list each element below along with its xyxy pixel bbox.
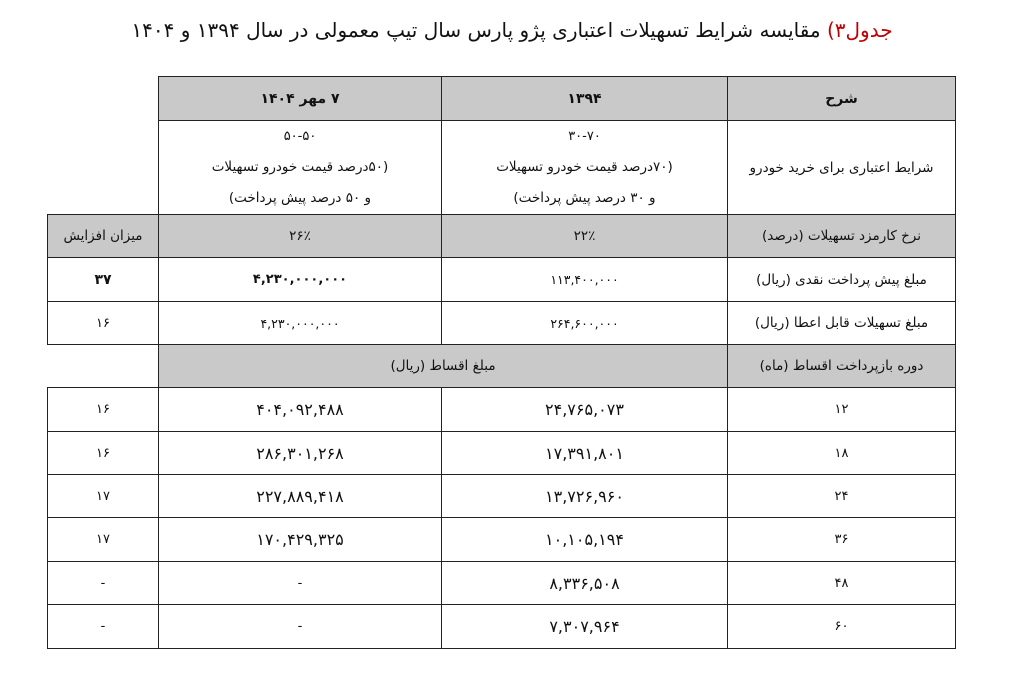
installment-amount-1394: ۸,۳۳۶,۵۰۸	[442, 562, 728, 605]
header-date-1404: ۷ مهر ۱۴۰۴	[159, 77, 442, 121]
installments-header-row	[48, 345, 956, 388]
credit-description-line-2-1394: و ۳۰ درصد پیش پرداخت)	[513, 190, 656, 206]
installment-amount-1404: ۲۸۶,۳۰۱,۲۶۸	[159, 432, 442, 475]
cash-prepayment-1394: ۱۱۳,۴۰۰,۰۰۰	[442, 258, 728, 302]
fee-rate-1394: ۲۲٪	[442, 215, 728, 258]
header-increase: میزان افزایش	[48, 215, 159, 258]
credit-terms-row	[48, 121, 956, 215]
row-label-repayment-period: دوره بازپرداخت اقساط (ماه)	[728, 345, 956, 388]
header-description: شرح	[728, 77, 956, 121]
row-label-credit-terms: شرایط اعتباری برای خرید خودرو	[728, 121, 956, 215]
installment-amount-1394: ۷,۳۰۷,۹۶۴	[442, 605, 728, 649]
row-label-cash-prepayment: مبلغ پیش پرداخت نقدی (ریال)	[728, 258, 956, 302]
fee-rate-1404: ۲۶٪	[159, 215, 442, 258]
credit-description-line-1-1394: (۷۰درصد قیمت خودرو تسهیلات	[496, 159, 673, 175]
installment-increase: ۱۷	[48, 475, 159, 518]
installment-amount-1394: ۱۷,۳۹۱,۸۰۱	[442, 432, 728, 475]
installment-months: ۴۸	[728, 562, 956, 605]
installment-increase: -	[48, 562, 159, 605]
credit-terms-1394	[442, 121, 728, 215]
table-caption	[40, 12, 984, 48]
installment-amount-1404: ۲۲۷,۸۸۹,۴۱۸	[159, 475, 442, 518]
credit-terms-1404	[159, 121, 442, 215]
row-label-fee-rate: نرخ کارمزد تسهیلات (درصد)	[728, 215, 956, 258]
installment-increase: -	[48, 605, 159, 649]
installment-months: ۱۸	[728, 432, 956, 475]
fee-rate-row	[48, 215, 956, 258]
empty-cell	[48, 345, 159, 388]
installment-amount-1404: -	[159, 562, 442, 605]
row-label-loan-amount: مبلغ تسهیلات قابل اعطا (ریال)	[728, 302, 956, 345]
installment-amount-header: مبلغ اقساط (ریال)	[159, 345, 728, 388]
loan-amount-increase: ۱۶	[48, 302, 159, 345]
installment-amount-1404: ۴۰۴,۰۹۲,۴۸۸	[159, 388, 442, 432]
installment-amount-1404: -	[159, 605, 442, 649]
empty-cell	[48, 77, 159, 121]
header-year-1394: ۱۳۹۴	[442, 77, 728, 121]
loan-amount-row	[48, 302, 956, 345]
installment-increase: ۱۷	[48, 518, 159, 562]
credit-ratio-1404: ۵۰-۵۰	[283, 129, 317, 144]
installment-amount-1394: ۲۴,۷۶۵,۰۷۳	[442, 388, 728, 432]
installment-row	[48, 432, 956, 475]
credit-ratio-1394: ۳۰-۷۰	[568, 129, 601, 144]
installment-increase: ۱۶	[48, 388, 159, 432]
installment-row	[48, 518, 956, 562]
installment-increase: ۱۶	[48, 432, 159, 475]
comparison-table	[47, 76, 956, 649]
loan-amount-1394: ۲۶۴,۶۰۰,۰۰۰	[442, 302, 728, 345]
credit-description-line-1-1404: (۵۰درصد قیمت خودرو تسهیلات	[211, 159, 389, 175]
installment-months: ۱۲	[728, 388, 956, 432]
installment-months: ۶۰	[728, 605, 956, 649]
caption-label: جدول۳)	[826, 18, 893, 42]
header-row	[48, 77, 956, 121]
loan-amount-1404: ۴,۲۳۰,۰۰۰,۰۰۰	[159, 302, 442, 345]
installment-row	[48, 562, 956, 605]
cash-prepayment-1404: ۴,۲۳۰,۰۰۰,۰۰۰	[159, 258, 442, 302]
installment-amount-1404: ۱۷۰,۴۲۹,۳۲۵	[159, 518, 442, 562]
installment-amount-1394: ۱۰,۱۰۵,۱۹۴	[442, 518, 728, 562]
caption-text: مقایسه شرایط تسهیلات اعتباری پژو پارس سال تیپ معمولی در سال ۱۳۹۴ و ۱۴۰۴	[131, 18, 821, 42]
cash-prepayment-increase: ۳۷	[48, 258, 159, 302]
credit-description-line-2-1404: و ۵۰ درصد پیش پرداخت)	[228, 190, 372, 206]
installment-amount-1394: ۱۳,۷۲۶,۹۶۰	[442, 475, 728, 518]
empty-cell	[48, 121, 159, 215]
installment-row	[48, 388, 956, 432]
installment-months: ۲۴	[728, 475, 956, 518]
installment-months: ۳۶	[728, 518, 956, 562]
installment-row	[48, 475, 956, 518]
installment-row	[48, 605, 956, 649]
cash-prepayment-row	[48, 258, 956, 302]
